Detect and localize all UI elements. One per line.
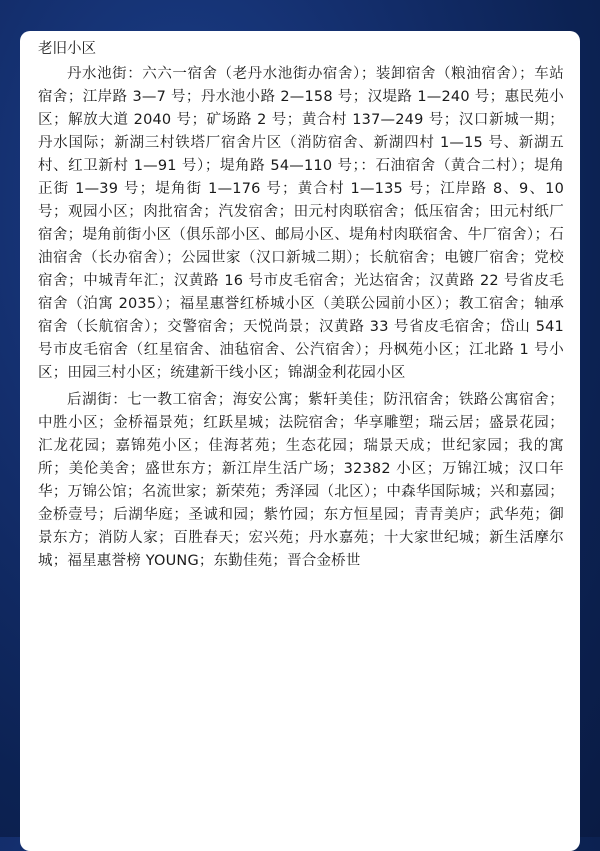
paragraph-label: 丹水池街： — [67, 66, 143, 82]
paragraph-danshuichi — [38, 63, 564, 385]
paragraph-label: 后湖街： — [67, 392, 128, 408]
paragraph-text: 六六一宿舍（老丹水池街办宿舍）；装卸宿舍（粮油宿舍）；车站宿舍；江岸路 3—7 号；丹水池小路 2—158 号；汉堤路 1—240 号；惠民苑小区；解放大道 2040 号；矿场路 2 号；黄合村 137—249 号；汉口新城一期；丹水国际；新湖三村铁塔厂宿舍片区（消防宿舍、新湖四村 1—15 号、新湖五村、红卫新村 1—91 号）；堤角路 54—110 号；：石油宿舍（黄合二村）；堤角正街 1—39 号；堤角街 1—176 号；黄合村 1—135 号；江岸路 8、9、10 号；观园小区；肉批宿舍；汽发宿舍；田元村肉联宿舍；低压宿舍；田元村纸厂宿舍；堤角前街小区（俱乐部小区、邮局小区、堤角村肉联宿舍、牛厂宿舍）；石油宿舍（长办宿舍）；公园世家（汉口新城二期）；长航宿舍；电镀厂宿舍；党校宿舍；中城青年汇；汉黄路 16 号市皮毛宿舍；光达宿舍；汉黄路 22 号省皮毛宿舍（泊寓 2035）；福星惠誉红桥城小区（美联公园前小区）；教工宿舍；轴承宿舍（长航宿舍）；交警宿舍；天悦尚景；汉黄路 33 号省皮毛宿舍；岱山 541 号市皮毛宿舍（红星宿舍、油毡宿舍、公汽宿舍）；丹枫苑小区；江北路 1 号小区；田园三村小区；统建新干线小区；锦湖金利花园小区 — [38, 66, 564, 381]
paragraph-text: 七一教工宿舍；海安公寓；紫轩美佳；防汛宿舍；铁路公寓宿舍；中胜小区；金桥福景苑；红跃星城；法院宿舍；华享雕塑；瑞云居；盛景花园；汇龙花园；嘉锦苑小区；佳海茗苑；生态花园；瑞景天成；世纪家园；我的寓所；美伦美舍；盛世东方；新江岸生活广场；32382 小区；万锦江城；汉口年华；万锦公馆；名流世家；新荣苑；秀泽园（北区）；中森华国际城；兴和嘉园；金桥壹号；后湖华庭；圣诚和园；紫竹园；东方恒星园；青青美庐；武华苑；御景东方；消防人家；百胜春天；宏兴苑；丹水嘉苑；十大家世纪城；新生活摩尔城；福星惠誉榜 YOUNG；东勤佳苑；晋合金桥世 — [38, 392, 564, 569]
paragraph-houhu — [38, 389, 564, 573]
document-card — [20, 31, 580, 851]
section-title: 老旧小区 — [38, 41, 96, 57]
